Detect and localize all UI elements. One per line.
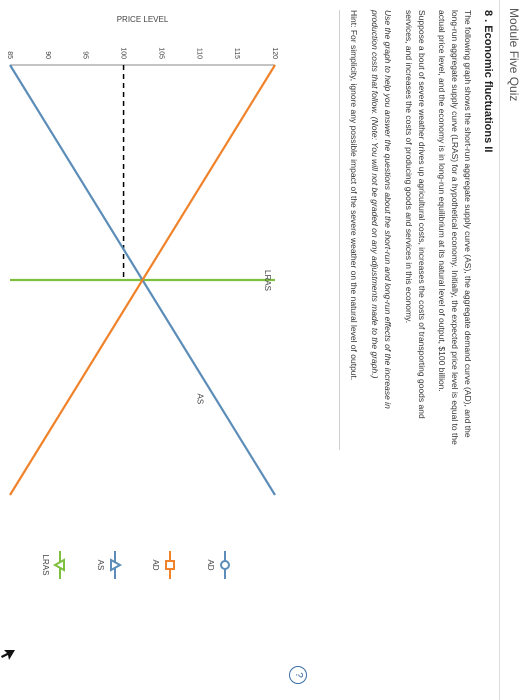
y-tick-label: 120 [271,47,278,59]
y-tick-label: 105 [157,47,165,59]
y-axis-label: PRICE LEVEL [116,15,169,24]
lras-curve-label: LRAS [263,270,272,291]
y-tick-label: 110 [195,47,203,59]
legend-triangle-marker [111,560,120,570]
mouse-cursor-icon [1,650,15,660]
header-bar [499,0,526,700]
help-icon[interactable]: ? [289,666,307,684]
page-title: Module Five Quiz [507,8,521,102]
y-tick-label: 115 [233,47,241,59]
as-curve-label: AS [195,393,205,405]
y-tick-label: 90 [43,51,51,59]
question-title: 8 . Economic fluctuations II [482,10,494,153]
question-hint: Hint: For simplicity, ignore any possible impact of the severe weather on the natural level of output. [349,10,359,381]
y-tick-label: 85 [6,51,13,59]
legend-triangle-marker [55,560,64,570]
graph-area[interactable] [0,10,285,690]
ad-as-chart[interactable] [0,10,285,690]
legend-label: AD [206,559,215,571]
divider [339,10,340,450]
legend-label: LRAS [41,554,50,576]
legend-label: AD [151,559,160,571]
question-paragraph-2: Suppose a bout of severe weather drives up agricultural costs, increases the costs of transporting goods and services, and increases the costs of producing goods and services in this economy. [404,10,427,419]
legend-square-marker [166,561,174,569]
y-tick-label: 100 [119,47,127,59]
question-paragraph-1: The following graph shows the short-run aggregate supply curve (AS), the aggregate demand curve (AD), and the long-run aggregate supply curve (LRAS) for a hypothetical economy. Initially, the expected price level is equal to the actual price level, and the economy is in long-run equilibrium at its natural level of output, $100 billion. [437,10,473,445]
legend-circle-marker [221,561,229,569]
legend-label: AS [96,559,105,571]
y-tick-label: 95 [81,51,89,59]
question-paragraph-3: Use the graph to help you answer the questions about the short-run and long-run effects of the increase in production costs that follow. (Note: You will not be graded on any adjustments made to the graph.) [370,10,393,409]
